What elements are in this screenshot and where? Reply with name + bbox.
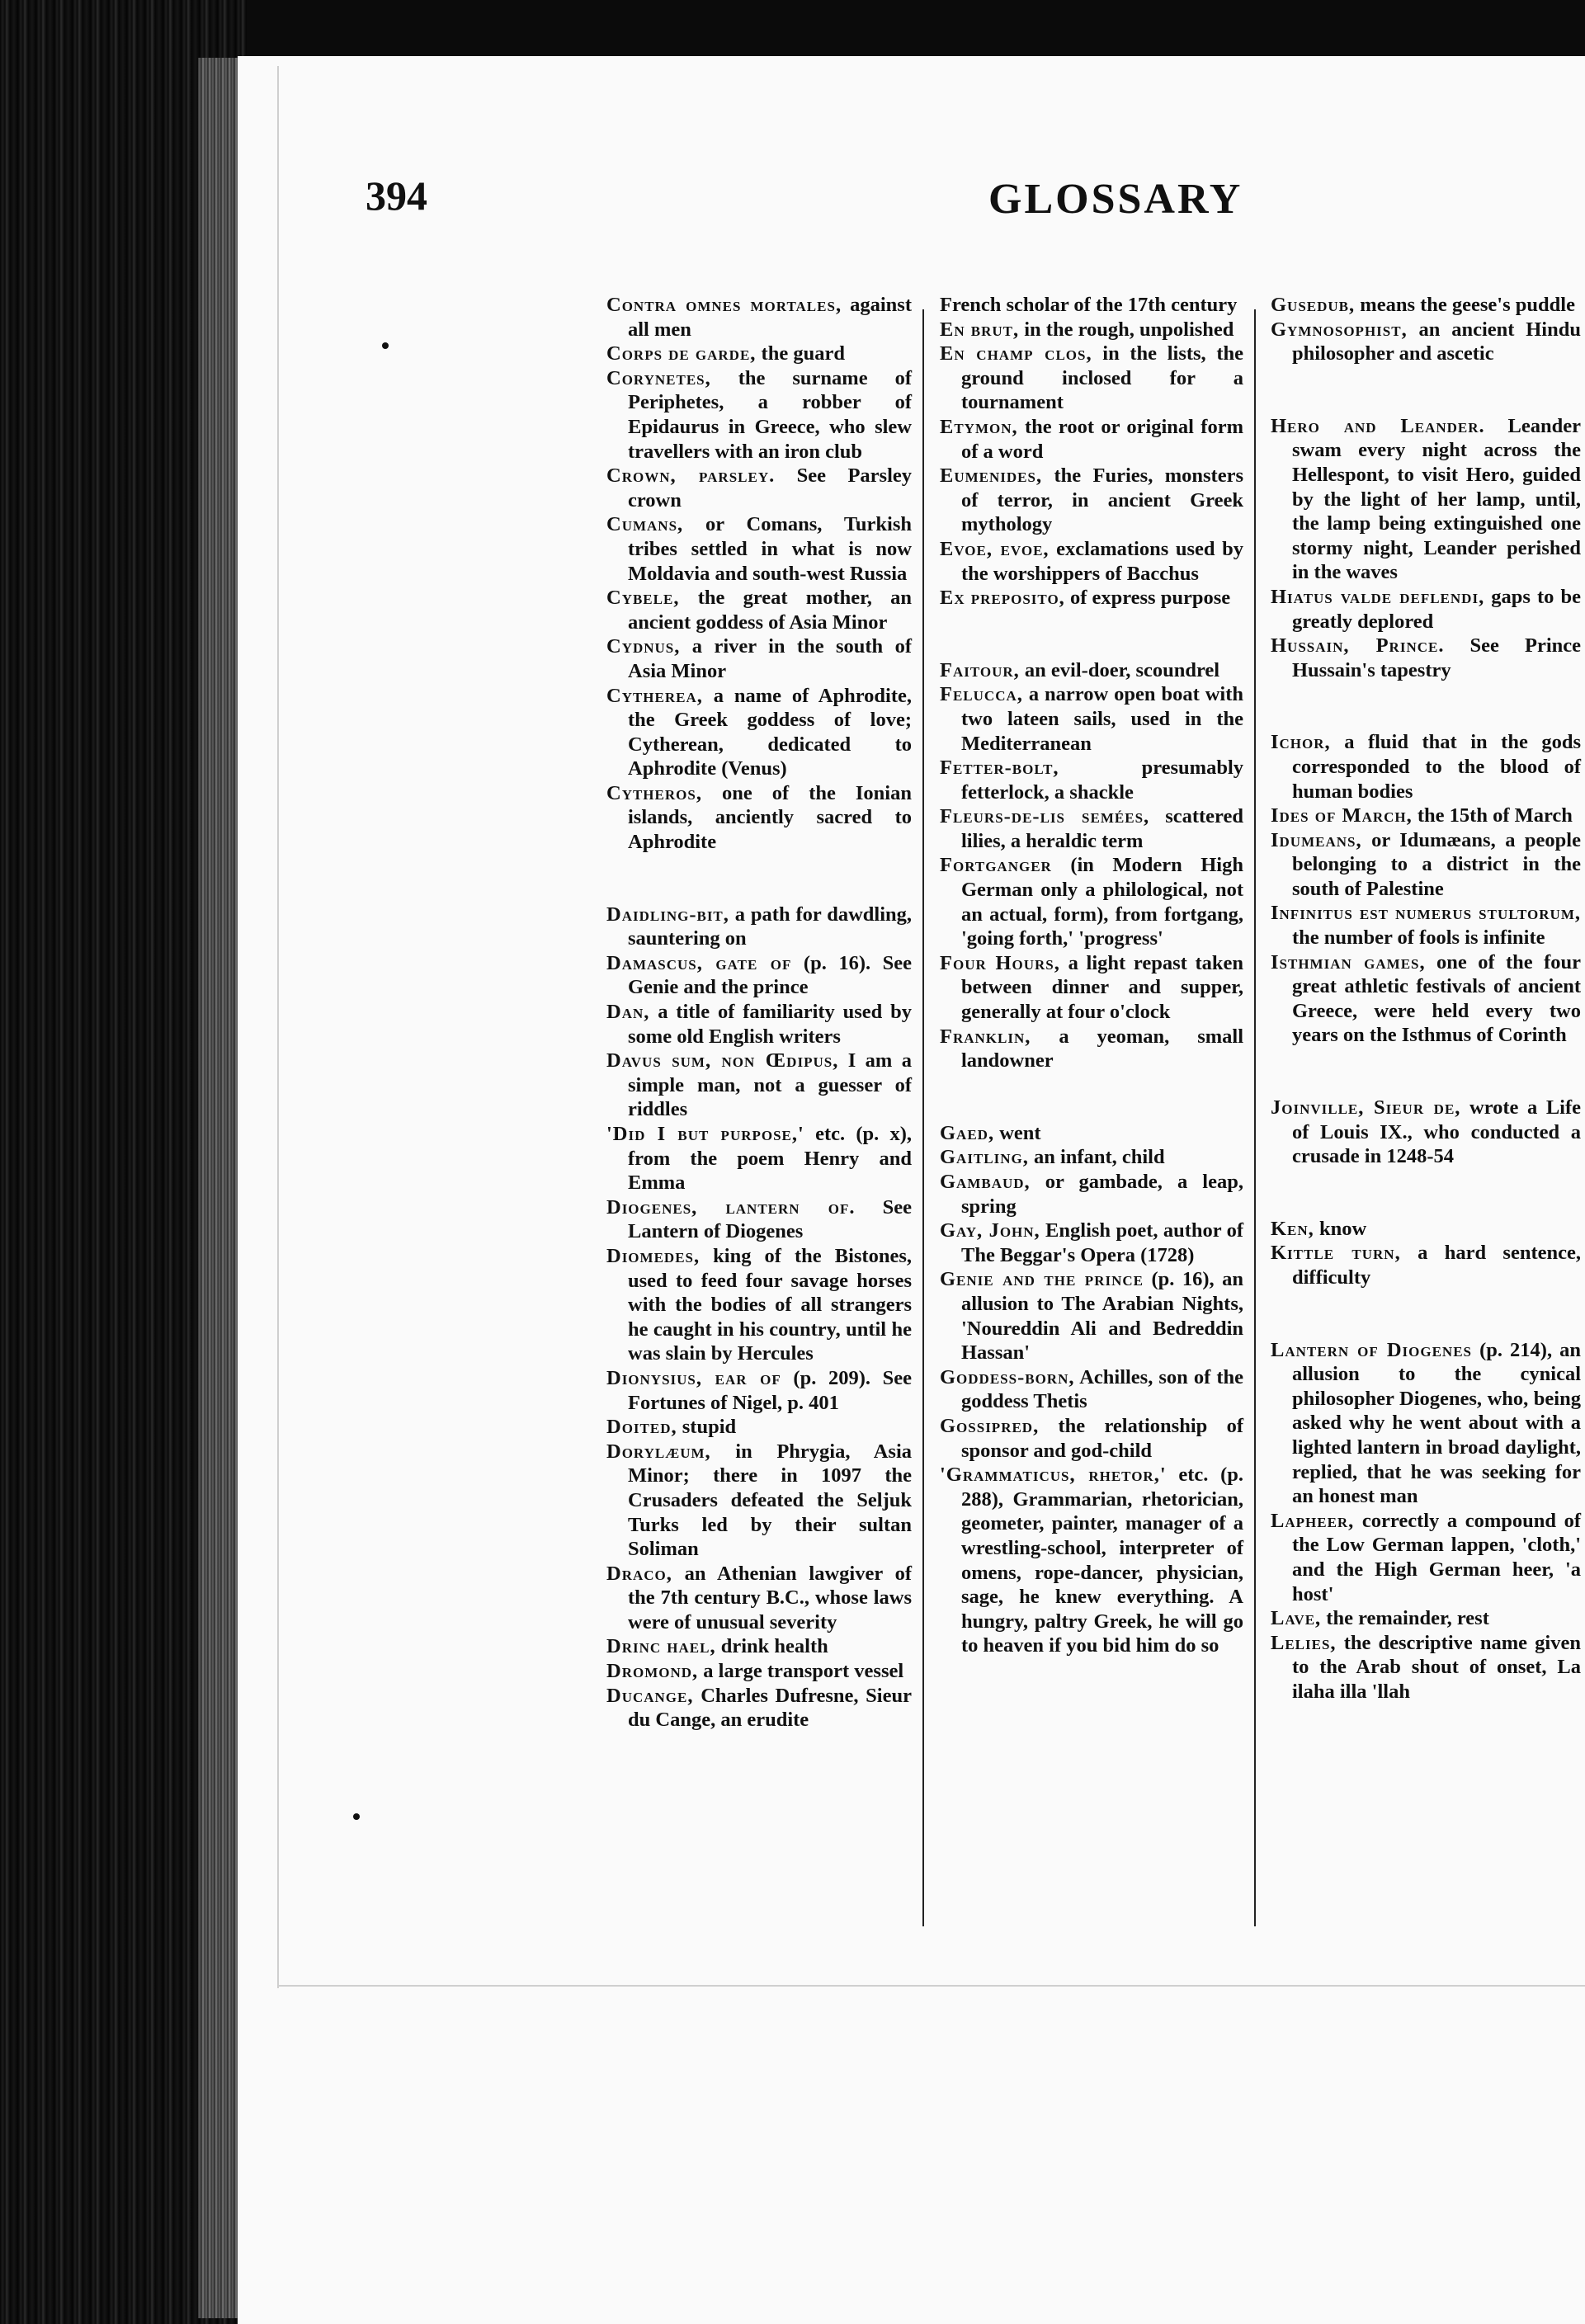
entry-headword: Diogenes, lantern of. xyxy=(606,1195,856,1219)
entry-definition: French scholar of the 17th century xyxy=(940,294,1238,316)
entry-headword: Evoe, evoe, xyxy=(940,537,1050,560)
page-stack-edge xyxy=(198,58,238,2318)
entry-headword: Eumenides, xyxy=(940,464,1043,488)
entry-headword: Daidling-bit, xyxy=(606,903,729,926)
entry-definition: know xyxy=(1314,1217,1367,1240)
letter-group-gap xyxy=(940,610,1243,658)
entry-headword: Gymnosophist, xyxy=(1271,318,1408,341)
glossary-entry xyxy=(940,658,1243,683)
entry-definition: one of the four great athletic festivals of ancient Greece, were held every two years on the Isthmus of Corinth xyxy=(1292,950,1581,1047)
glossary-entry xyxy=(940,853,1243,950)
speck-mark xyxy=(353,1813,360,1820)
entry-definition: See Parsley crown xyxy=(628,464,912,511)
glossary-entry xyxy=(606,1684,912,1732)
entry-headword: Hiatus valde deflendi, xyxy=(1271,585,1485,608)
entry-definition: See Lantern of Diogenes xyxy=(628,1195,912,1243)
glossary-entry xyxy=(940,756,1243,804)
entry-headword: Franklin, xyxy=(940,1025,1031,1048)
glossary-entry xyxy=(606,366,912,464)
glossary-entry xyxy=(606,1195,912,1244)
page-title: GLOSSARY xyxy=(988,176,1243,223)
glossary-entry xyxy=(606,1659,912,1684)
entry-headword: Dorylæum, xyxy=(606,1440,711,1463)
page-bottom-edge xyxy=(277,1985,1585,1987)
entry-definition: a fluid that in the gods corresponded to the blood of human bodies xyxy=(1292,731,1581,803)
entry-definition: a narrow open boat with two lateen sails, used in the Mediterranean xyxy=(961,683,1243,755)
entry-definition: wrote a Life of Louis IX., who conducted a crusade in 1248-54 xyxy=(1292,1096,1582,1168)
entry-definition: (p. 16). See Genie and the prince xyxy=(628,951,912,999)
glossary-entry xyxy=(940,1219,1243,1267)
entry-definition: of express purpose xyxy=(1064,587,1231,610)
glossary-entry xyxy=(606,512,912,586)
speck-mark xyxy=(382,342,389,349)
entry-definition: Leander swam every night across the Hellespont, to visit Hero, guided by the light of her lamp, until, the lamp being extinguished one stormy night, Leander perished in the waves xyxy=(1292,414,1582,584)
glossary-entry xyxy=(1271,1217,1581,1242)
entry-definition: correctly a compound of the Low German lappen, 'cloth,' and the High German heer, 'a host' xyxy=(1292,1509,1581,1605)
entry-definition: the number of fools is infinite xyxy=(1292,926,1545,950)
entry-definition: a light repast taken between dinner and supper, generally at four o'clock xyxy=(961,951,1244,1024)
entry-headword: Draco, xyxy=(606,1562,672,1585)
glossary-entry xyxy=(940,1025,1243,1073)
entry-headword: Fetter-bolt, xyxy=(940,757,1059,780)
glossary-entry xyxy=(606,634,912,683)
entry-headword: 'Grammaticus, rhetor,' xyxy=(940,1464,1167,1487)
entry-headword: En champ clos, xyxy=(940,342,1092,365)
entry-headword: Ides of March, xyxy=(1271,804,1413,827)
entry-headword: Cybele, xyxy=(606,587,680,610)
glossary-entry xyxy=(606,342,912,366)
glossary-entry xyxy=(606,293,912,342)
page-number: 394 xyxy=(366,172,427,219)
entry-definition: (in Modern High German only a philological, not an actual, form), from fortgang, 'going forth,' 'progress' xyxy=(961,854,1243,950)
entry-definition: the surname of Periphetes, a robber of Epidaurus in Greece, who slew travellers with an iron club xyxy=(628,366,912,463)
entry-definition: a title of familiarity used by some old English writers xyxy=(628,1001,912,1048)
entry-definition: or gambade, a leap, spring xyxy=(961,1171,1243,1218)
glossary-entry xyxy=(1271,1631,1581,1704)
entry-headword: Gay, John, xyxy=(940,1219,1040,1242)
glossary-entry xyxy=(1271,730,1581,804)
entry-headword: Cytherea, xyxy=(606,684,703,707)
entry-definition: one of the Ionian islands, anciently sacred to Aphrodite xyxy=(628,781,912,854)
glossary-entry xyxy=(940,1414,1243,1463)
glossary-entry xyxy=(940,682,1243,756)
entry-headword: Gossipred, xyxy=(940,1414,1040,1437)
entry-definition: an Athenian lawgiver of the 7th century B.C., whose laws were of unusual severity xyxy=(628,1562,912,1633)
glossary-entry xyxy=(606,1562,912,1635)
letter-group-gap xyxy=(1271,1169,1581,1217)
entry-definition: a hard sentence, difficulty xyxy=(1292,1242,1581,1289)
entry-definition: (p. 16), an allusion to The Arabian Nights, 'Noureddin Ali and Bedreddin Hassan' xyxy=(961,1268,1243,1365)
entry-definition: an evil-doer, scoundrel xyxy=(1019,658,1220,681)
entry-headword: Genie and the prince xyxy=(940,1268,1144,1291)
page-fold-line xyxy=(277,66,279,1988)
glossary-entry xyxy=(1271,828,1581,902)
glossary-entry xyxy=(1271,293,1581,318)
entry-definition: a name of Aphrodite, the Greek goddess of love; Cytherean, dedicated to Aphrodite (Venus) xyxy=(628,684,912,780)
entry-definition: drink health xyxy=(715,1635,828,1658)
entry-definition: gaps to be greatly deplored xyxy=(1292,585,1581,633)
glossary-entry xyxy=(940,1463,1243,1658)
entry-definition: a yeoman, small landowner xyxy=(961,1025,1243,1072)
letter-group-gap xyxy=(1271,682,1581,730)
entry-headword: Lave, xyxy=(1271,1607,1322,1630)
glossary-entry xyxy=(940,464,1243,537)
entry-definition: went xyxy=(994,1121,1041,1144)
entry-definition: king of the Bistones, used to feed four savage horses with the bodies of all strangers he caught in his country, until he was slain by Hercules xyxy=(628,1244,912,1365)
entry-definition: the descriptive name given to the Arab shout of onset, La ilaha illa 'llah xyxy=(1292,1631,1581,1703)
glossary-column-1 xyxy=(606,293,912,1732)
entry-definition: (p. 214), an allusion to the cynical philosopher Diogenes, who, being asked why he went about with a lighted lantern in broad daylight, replied, that he was seeking for an honest man xyxy=(1292,1338,1581,1508)
entry-definition: an ancient Hindu philosopher and ascetic xyxy=(1292,318,1581,365)
entry-definition: presumably fetterlock, a shackle xyxy=(961,757,1243,804)
entry-headword: Felucca, xyxy=(940,683,1023,706)
entry-definition: a large transport vessel xyxy=(698,1660,904,1683)
glossary-entry xyxy=(940,1267,1243,1365)
entry-definition: Achilles, son of the goddess Thetis xyxy=(961,1365,1243,1413)
column-rule xyxy=(1254,309,1256,1926)
entry-definition: English poet, author of The Beggar's Opera (1728) xyxy=(961,1219,1243,1266)
entry-headword: Corps de garde, xyxy=(606,342,757,365)
entry-definition: or Comans, Turkish tribes settled in what is now Moldavia and south-west Russia xyxy=(628,513,912,585)
column-rule xyxy=(922,309,924,1926)
entry-definition: in the lists, the ground inclosed for a tournament xyxy=(961,342,1243,414)
entry-headword: Cydnus, xyxy=(606,635,681,658)
entry-headword: Faitour, xyxy=(940,658,1020,681)
glossary-entry xyxy=(1271,1509,1581,1606)
glossary-column-3 xyxy=(1271,293,1581,1704)
glossary-entry xyxy=(606,684,912,781)
entry-definition: stupid xyxy=(677,1416,737,1439)
glossary-entry xyxy=(940,1145,1243,1170)
entry-headword: Cytheros, xyxy=(606,781,702,804)
glossary-entry xyxy=(606,1244,912,1366)
glossary-entry xyxy=(1271,1606,1581,1631)
entry-definition: a river in the south of Asia Minor xyxy=(628,635,912,682)
glossary-entry xyxy=(940,415,1243,464)
entry-definition: See Prince Hussain's tapestry xyxy=(1292,634,1581,681)
entry-definition: etc. (p. x), from the poem Henry and Emma xyxy=(628,1123,912,1195)
entry-headword: Infinitus est numerus stultorum, xyxy=(1271,902,1581,925)
entry-definition: etc. (p. 288), Grammarian, rhetorician, geometer, painter, manager of a wrestling-school, interpreter of omens, rope-dancer, physician, sage, he knew everything. A hungry, paltry Greek, he will go to heaven if you bid him do so xyxy=(961,1464,1243,1657)
entry-definition: a path for dawdling, sauntering on xyxy=(628,903,912,950)
glossary-entry xyxy=(1271,1338,1581,1509)
glossary-entry xyxy=(606,903,912,951)
entry-headword: Fortganger xyxy=(940,854,1052,877)
glossary-entry xyxy=(606,1366,912,1415)
entry-headword: Hero and Leander. xyxy=(1271,414,1485,437)
glossary-entry xyxy=(940,1121,1243,1146)
entry-definition: the relationship of sponsor and god-child xyxy=(961,1414,1243,1462)
entry-definition: an infant, child xyxy=(1028,1146,1165,1169)
glossary-entry xyxy=(940,1365,1243,1414)
letter-group-gap xyxy=(606,855,912,903)
glossary-entry xyxy=(606,1000,912,1049)
entry-definition: or Idumæans, a people belonging to a district in the south of Palestine xyxy=(1292,828,1581,900)
entry-headword: Etymon, xyxy=(940,415,1018,438)
glossary-entry xyxy=(1271,585,1581,634)
glossary-entry xyxy=(1271,1241,1581,1289)
entry-headword: Gusedub, xyxy=(1271,294,1356,316)
letter-group-gap xyxy=(1271,1290,1581,1338)
glossary-entry xyxy=(1271,901,1581,950)
entry-headword: Crown, parsley. xyxy=(606,464,776,488)
glossary-entry xyxy=(940,586,1243,610)
glossary-entry xyxy=(1271,804,1581,828)
entry-definition: exclamations used by the worshippers of Bacchus xyxy=(961,537,1243,585)
glossary-entry xyxy=(606,586,912,634)
glossary-entry xyxy=(606,951,912,1000)
glossary-entry xyxy=(940,293,1243,318)
glossary-entry xyxy=(606,1415,912,1440)
entry-headword: Lelies, xyxy=(1271,1631,1337,1654)
entry-headword: Dionysius, ear of xyxy=(606,1366,781,1389)
entry-definition: the remainder, rest xyxy=(1321,1607,1489,1630)
entry-definition: I am a simple man, not a guesser of riddles xyxy=(628,1049,912,1121)
glossary-entry xyxy=(940,951,1243,1025)
entry-headword: Fleurs-de-lis semées, xyxy=(940,805,1150,828)
glossary-entry xyxy=(606,1634,912,1659)
entry-headword: Dromond, xyxy=(606,1660,699,1683)
glossary-entry xyxy=(606,1049,912,1122)
entry-headword: Ex preposito, xyxy=(940,587,1065,610)
entry-headword: Gaed, xyxy=(940,1121,995,1144)
entry-definition: the root or original form of a word xyxy=(961,415,1243,463)
glossary-entry xyxy=(606,464,912,512)
entry-definition: in Phrygia, Asia Minor; there in 1097 the Crusaders defeated the Seljuk Turks led by their sultan Soliman xyxy=(628,1440,912,1561)
entry-headword: Hussain, Prince. xyxy=(1271,634,1445,658)
letter-group-gap xyxy=(1271,366,1581,414)
entry-definition: the 15th of March xyxy=(1412,804,1573,827)
entry-definition: against all men xyxy=(628,294,912,341)
entry-headword: Contra omnes mortales, xyxy=(606,294,842,316)
glossary-entry xyxy=(1271,950,1581,1048)
letter-group-gap xyxy=(940,1073,1243,1121)
glossary-entry xyxy=(1271,414,1581,585)
entry-headword: Drinc hael, xyxy=(606,1635,716,1658)
entry-headword: Diomedes, xyxy=(606,1244,701,1267)
glossary-entry xyxy=(940,1170,1243,1219)
entry-headword: Ichor, xyxy=(1271,731,1331,754)
entry-definition: in the rough, unpolished xyxy=(1019,318,1234,341)
entry-headword: Damascus, gate of xyxy=(606,951,792,974)
glossary-entry xyxy=(1271,1096,1581,1169)
entry-headword: Davus sum, non Œdipus, xyxy=(606,1049,839,1072)
entry-headword: Kittle turn, xyxy=(1271,1242,1401,1265)
entry-headword: Four Hours, xyxy=(940,951,1060,974)
glossary-entry xyxy=(1271,318,1581,366)
entry-definition: means the geese's puddle xyxy=(1355,294,1575,316)
entry-headword: Idumeans, xyxy=(1271,828,1362,851)
glossary-entry xyxy=(1271,634,1581,682)
entry-headword: Corynetes, xyxy=(606,366,711,389)
glossary-column-2 xyxy=(940,293,1243,1658)
entry-headword: Ducange, xyxy=(606,1684,694,1707)
entry-definition: (p. 209). See Fortunes of Nigel, p. 401 xyxy=(628,1366,912,1414)
entry-definition: the Furies, monsters of terror, in ancient Greek mythology xyxy=(961,464,1243,536)
entry-headword: Isthmian games, xyxy=(1271,950,1426,973)
entry-headword: Lantern of Diogenes xyxy=(1271,1338,1473,1361)
entry-definition: scattered lilies, a heraldic term xyxy=(961,805,1243,852)
entry-headword: Cumans, xyxy=(606,513,684,536)
entry-headword: En brut, xyxy=(940,318,1020,341)
entry-headword: Gaitling, xyxy=(940,1146,1029,1169)
entry-headword: Gambaud, xyxy=(940,1171,1031,1193)
entry-definition: Charles Dufresne, Sieur du Cange, an erudite xyxy=(628,1684,912,1732)
entry-headword: Joinville, Sieur de, xyxy=(1271,1096,1461,1120)
glossary-entry xyxy=(940,342,1243,415)
glossary-entry xyxy=(606,1122,912,1195)
letter-group-gap xyxy=(1271,1048,1581,1096)
entry-headword: Goddess-born, xyxy=(940,1365,1075,1388)
glossary-entry xyxy=(940,537,1243,586)
glossary-entry xyxy=(606,1440,912,1562)
entry-headword: Dan, xyxy=(606,1001,650,1024)
entry-definition: the guard xyxy=(756,342,845,365)
glossary-entry xyxy=(606,781,912,855)
entry-definition: the great mother, an ancient goddess of Asia Minor xyxy=(628,587,912,634)
entry-headword: 'Did I but purpose,' xyxy=(606,1123,804,1145)
glossary-entry xyxy=(940,804,1243,853)
entry-headword: Ken, xyxy=(1271,1217,1314,1240)
glossary-entry xyxy=(940,318,1243,342)
entry-headword: Lapheer, xyxy=(1271,1509,1355,1532)
entry-headword: Doited, xyxy=(606,1416,677,1439)
